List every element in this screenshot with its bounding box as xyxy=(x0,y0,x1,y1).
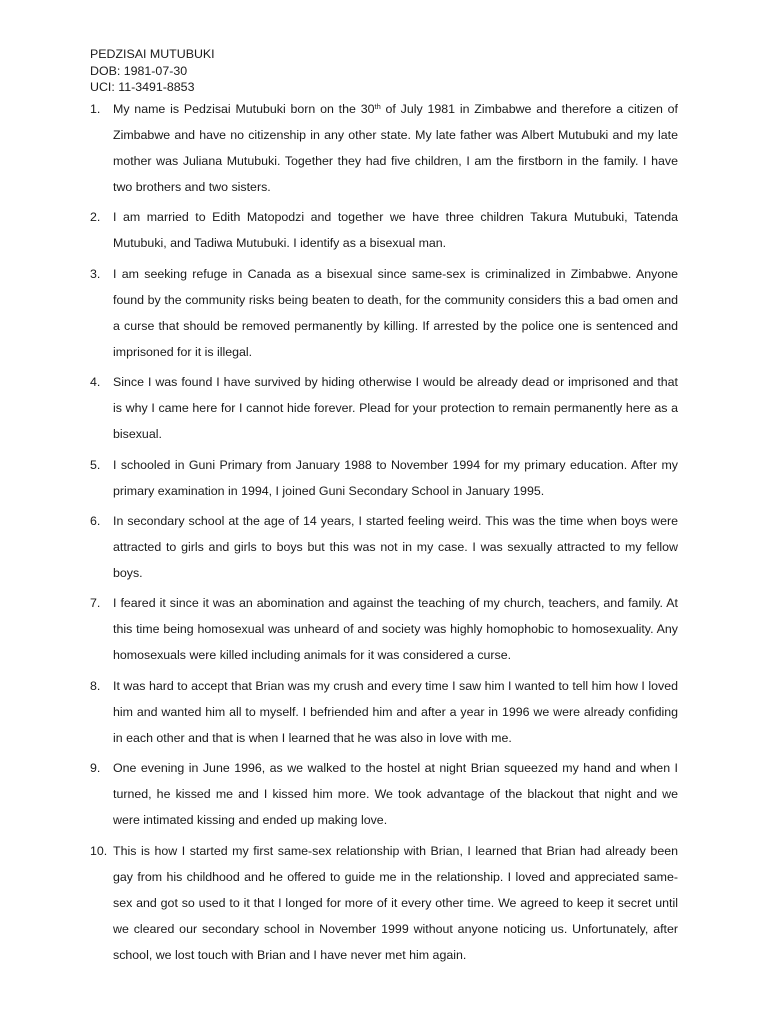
statement-item-4 xyxy=(90,369,678,447)
item-text: I am married to Edith Matopodzi and together we have three children Takura Mutubuki, Tatenda Mutubuki, and Tadiwa Mutubuki. I identify as a bisexual man. xyxy=(113,210,678,251)
statement-item-7 xyxy=(90,590,678,668)
item-number: 3. xyxy=(90,266,101,281)
item-number: 4. xyxy=(90,375,101,390)
uci-number: UCI: 11-3491-8853 xyxy=(90,80,195,94)
item-text: One evening in June 1996, as we walked to the hostel at night Brian squeezed my hand and when I turned, he kissed me and I kissed him more. We took advantage of the blackout that night and we were intimated kissing and ended up making love. xyxy=(113,761,678,828)
item-text: Since I was found I have survived by hiding otherwise I would be already dead or imprisoned and that is why I came here for I cannot hide forever. Plead for your protection to remain permanently here as a bisexual. xyxy=(113,375,678,442)
item-text-start: My name is Pedzisai Mutubuki born on the 30 xyxy=(113,102,375,116)
statement-item-9 xyxy=(90,755,678,833)
statement-item-6 xyxy=(90,508,678,586)
statement-item-8 xyxy=(90,673,678,751)
statement-item-3 xyxy=(90,261,678,365)
item-text: This is how I started my first same-sex relationship with Brian, I learned that Brian had already been gay from his childhood and he offered to guide me in the relationship. I loved and appreciated same-sex and got so used to it that I longed for more of it every other time. We agreed to keep it secret until we cleared our secondary school in November 1999 without anyone noticing us. Unfortunately, after school, we lost touch with Brian and I have never met him again. xyxy=(113,843,678,962)
date-of-birth: DOB: 1981-07-30 xyxy=(90,63,188,78)
item-number: 6. xyxy=(90,513,101,528)
statement-item-1 xyxy=(90,96,678,200)
item-number: 9. xyxy=(90,761,101,776)
item-number: 2. xyxy=(90,210,101,225)
document-header xyxy=(90,46,215,96)
item-text: I schooled in Guni Primary from January 1988 to November 1994 for my primary education. After my primary examination in 1994, I joined Guni Secondary School in January 1995. xyxy=(113,457,678,498)
item-number: 1. xyxy=(90,102,101,116)
statement-item-10 xyxy=(90,838,678,968)
item-number: 10. xyxy=(90,843,108,858)
item-number: 5. xyxy=(90,457,101,472)
applicant-name: PEDZISAI MUTUBUKI xyxy=(90,47,215,61)
statement-item-2 xyxy=(90,204,678,256)
item-text: I feared it since it was an abomination and against the teaching of my church, teachers, and family. At this time being homosexual was unheard of and society was highly homophobic to homosexuality. Any homosexuals were killed including animals for it was considered a curse. xyxy=(113,596,678,663)
statement-item-5 xyxy=(90,452,678,504)
item-text-rest: of July 1981 in Zimbabwe and therefore a citizen of Zimbabwe and have no citizenship in any other state. My late father was Albert Mutubuki and my late mother was Juliana Mutubuki. Together they had five children, I am the firstborn in the family. I have two brothers and two sisters. xyxy=(113,102,678,194)
item-text: It was hard to accept that Brian was my crush and every time I saw him I wanted to tell him how I loved him and wanted him all to myself. I befriended him and after a year in 1996 we were already confiding in each other and that is when I learned that he was also in love with me. xyxy=(113,678,678,745)
ordinal-suffix: th xyxy=(374,101,381,111)
item-text: I am seeking refuge in Canada as a bisexual since same-sex is criminalized in Zimbabwe. Anyone found by the community risks being beaten to death, for the community considers this a bad omen and a curse that should be removed permanently by killing. If arrested by the police one is sentenced and imprisoned for it is illegal. xyxy=(113,266,678,359)
item-text: In secondary school at the age of 14 years, I started feeling weird. This was the time when boys were attracted to girls and girls to boys but this was not in my case. I was sexually attracted to my fellow boys. xyxy=(113,513,678,580)
statement-list xyxy=(90,96,678,972)
item-text xyxy=(113,96,678,200)
item-number: 8. xyxy=(90,678,101,693)
item-number: 7. xyxy=(90,596,101,611)
